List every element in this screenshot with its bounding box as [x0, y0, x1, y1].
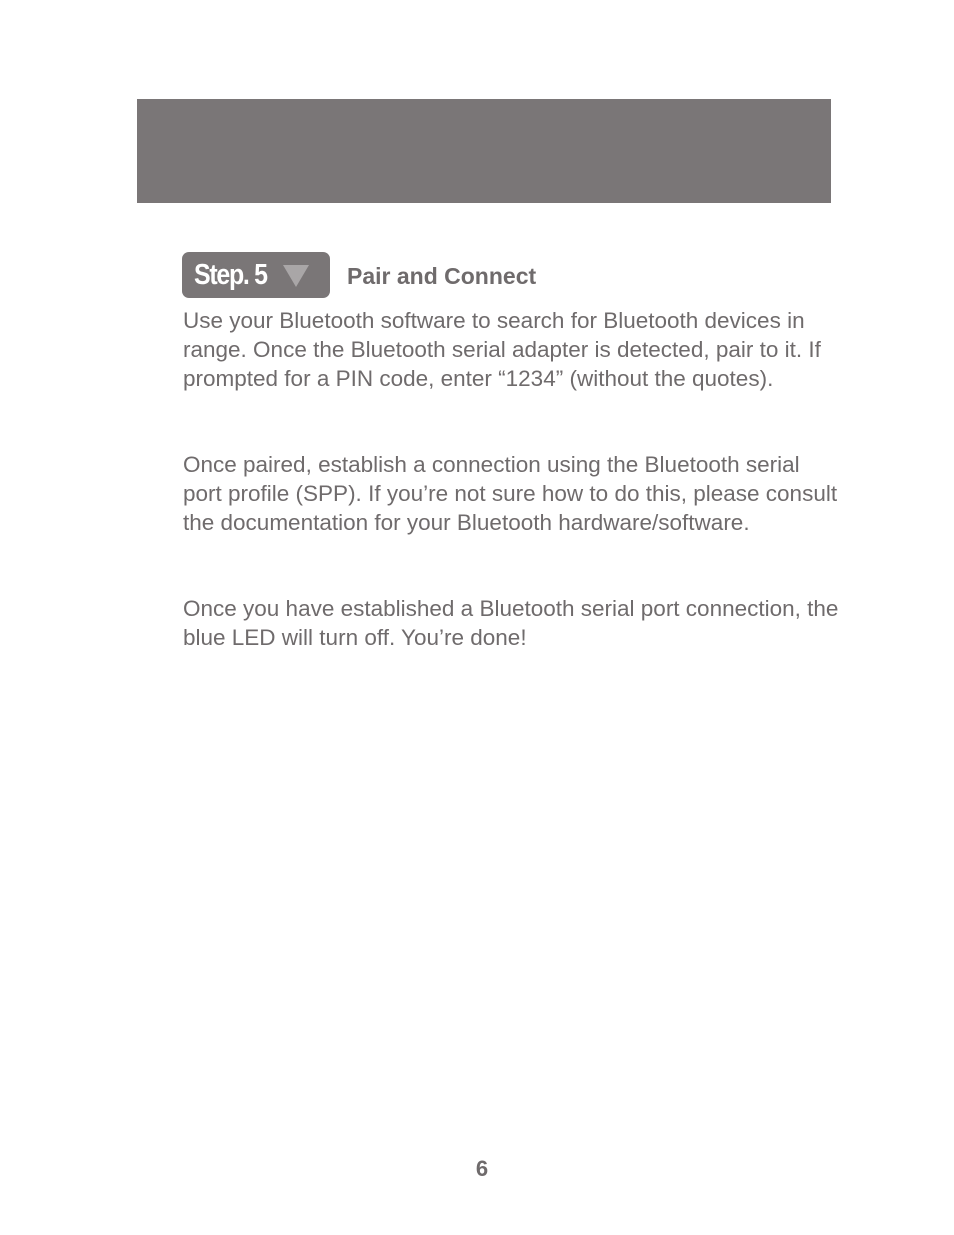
section-title: Pair and Connect — [347, 263, 537, 289]
page-number: 6 — [475, 1156, 489, 1181]
body-paragraph: Once paired, establish a connection using the Bluetooth serial port profile (SPP). If you’re not sure how to do this, please consult the documentation for your Bluetooth hardware/software. — [183, 452, 838, 535]
step-badge — [182, 252, 330, 298]
header-band — [137, 99, 831, 203]
body-paragraph: Once you have established a Bluetooth serial port connection, the blue LED will turn off. You’re done! — [183, 596, 839, 650]
step-label: Step. 5 — [194, 259, 267, 291]
body-paragraph: Use your Bluetooth software to search for Bluetooth devices in range. Once the Bluetooth serial adapter is detected, pair to it. If prompted for a PIN code, enter “1234” (without the quotes). — [183, 308, 821, 391]
triangle-down-icon — [283, 265, 309, 287]
